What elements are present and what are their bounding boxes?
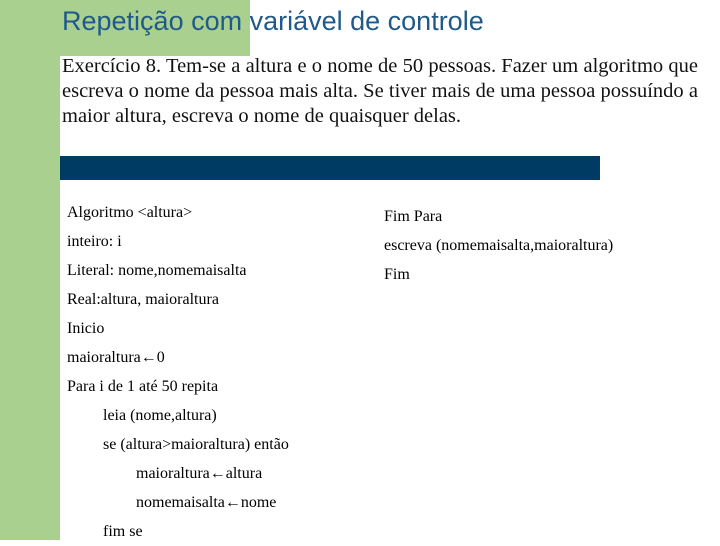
code-line: escreva (nomemaisalta,maioraltura) (384, 237, 614, 254)
left-accent-bar (0, 0, 60, 540)
code-line: nomemaisalta←nome (136, 494, 277, 511)
algorithm-code-right (384, 202, 613, 289)
code-line: se (altura>maioraltura) então (103, 436, 289, 453)
code-line: Fim (384, 266, 410, 283)
code-line: Fim Para (384, 208, 443, 225)
algorithm-code-left (67, 198, 289, 546)
code-line: Inicio (67, 320, 105, 337)
code-line: Algoritmo <altura> (67, 204, 193, 221)
code-line: Para i de 1 até 50 repita (67, 378, 219, 395)
code-line: Literal: nome,nomemaisalta (67, 262, 247, 279)
slide-title: Repetição com variável de controle (62, 6, 484, 36)
code-line: fim se (103, 523, 143, 540)
code-line: leia (nome,altura) (103, 407, 217, 424)
divider-bar (60, 156, 600, 180)
exercise-statement: Exercício 8. Tem-se a altura e o nome de 50 pessoas. Fazer um algoritmo que escreva o nome da pessoa mais alta. Se tiver mais de uma pessoa possuíndo a maior altura, escreva o nome de quaisquer delas. (62, 55, 698, 127)
code-line: maioraltura←0 (67, 349, 165, 366)
code-line: inteiro: i (67, 233, 122, 250)
code-line: Real:altura, maioraltura (67, 291, 219, 308)
code-line: maioraltura←altura (136, 465, 263, 482)
